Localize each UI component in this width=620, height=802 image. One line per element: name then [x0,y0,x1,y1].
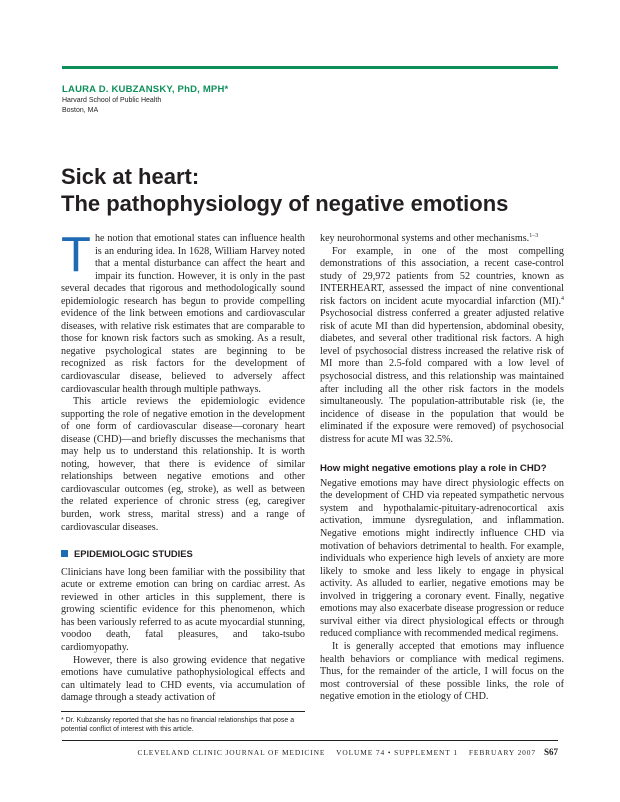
body-paragraph: key neurohormonal systems and other mechanisms.$^{1-3}$ [320,233,539,244]
citation-superscript: 4 [561,295,564,302]
body-paragraph: Clinicians have long been familiar with the possibility that acute or extreme emotion can bring on cardiac arrest. As reviewed in other articles in this supplement, there is growing scientific evidence for this phenomenon, which has been variously referred to as acute myocardial stunning, voodoo death, fatal pleasures, and tako-tsubo cardiomyopathy. [61,566,305,653]
author-name: LAURA D. KUBZANSKY, PhD, MPH* [62,84,229,95]
drop-cap: T [61,228,91,282]
section-marker-icon [61,550,68,557]
section-heading: EPIDEMIOLOGIC STUDIES [61,548,305,561]
body-paragraph: However, there is also growing evidence that negative emotions have cumulative pathophysiological effects and can ultimately lead to CHD events, via accumulation of damage through a steady activation of [61,654,305,704]
intro-paragraph: The notion that emotional states can influence health is an enduring idea. In 1628, William Harvey noted that a mental disturbance can affect the heart and impair its function. However, it is only in the past several decades that rigorous and methodologically sound epidemiologic research has begun to provide compelling evidence of the link between emotions and cardiovascular diseases, with relative risk estimates that are comparable to those for known risk factors such as smoking. As a result, negative psychological states are beginning to be recognized as risk factors for the development of cardiovascular disease, believed to adversely affect cardiovascular health through multiple pathways. [61,228,305,395]
title-line-2: The pathophysiology of negative emotions [61,191,509,216]
body-paragraph: It is generally accepted that emotions may influence health behaviors or compliance with medical regimens. Thus, for the remainder of the article, I will focus on the most controversial of these possible links, the role of negative emotion in the etiology of CHD. [320,640,564,703]
footer-rule [62,740,558,741]
body-paragraph: This article reviews the epidemiologic evidence supporting the role of negative emotion in the development of one form of cardiovascular disease—coronary heart disease (CHD)—and briefly discusses the mechanisms that may help us to understand this relationship. It is worth noting, however, that there is evidence of similar relationships between negative emotions and other cardiovascular outcomes (eg, stroke), as well as between the related experience of chronic stress (eg, caregiver burden, work stress, marital stress) and a range of cardiovascular diseases. [61,396,305,533]
subsection-heading: How might negative emotions play a role in CHD? [320,463,547,475]
footnote: * Dr. Kubzansky reported that she has no financial relationships that pose a potential conflict of interest with this article. [61,717,295,733]
journal-info: CLEVELAND CLINIC JOURNAL OF MEDICINE VOLUME 74 • SUPPLEMENT 1 FEBRUARY 2007 [137,748,536,757]
citation-superscript: 1–3 [529,233,539,239]
page-number: S67 [543,747,558,757]
footnote-rule [61,711,305,712]
left-column [61,228,305,705]
header-rule [62,66,558,69]
article-title [61,163,508,217]
affiliation-city: Boston, MA [62,107,99,114]
body-paragraph: For example, in one of the most compelling demonstrations of this association, a recent case-control study of 29,972 patients from 52 countries, known as INTERHEART, assessed the impact of nine conventional risk factors on incident acute myocardial infarction (MI).$^4$ Psychosocial distress conferred a greater adjusted relative risk of acute MI than did hypertension, abdominal obesity, diabetes, and several other traditional risk factors. A high level of psychosocial distress increased the relative risk of MI more than 2.5-fold compared with a low level of psychosocial distress, and this relationship was maintained after including all the other risk factors in the models simultaneously. The population-attributable risk (ie, the incidence of disease in the population that would be eliminated if the exposure were removed) of psychosocial distress for acute MI was 32.5%. [320,245,564,445]
body-paragraph: Negative emotions may have direct physiologic effects on the development of CHD via repeated sympathetic nervous system and hypothalamic-pituitary-adrenocortical axis activation, immune dysregulation, and inflammation. Negative emotions might indirectly influence CHD via motivation of behaviors detrimental to health. For example, individuals who experience high levels of anxiety are more likely to smoke and less likely to engage in physical activity. As alluded to earlier, negative emotions may be involved in triggering a coronary event. Finally, negative emotions may also exacerbate disease progression or reduce survival either via direct physiological effects or through reduced compliance with recommended medical regimens. [320,477,564,640]
running-footer [138,747,558,757]
title-line-1: Sick at heart: [61,164,200,189]
affiliation-school: Harvard School of Public Health [62,97,162,104]
right-column [320,233,564,704]
